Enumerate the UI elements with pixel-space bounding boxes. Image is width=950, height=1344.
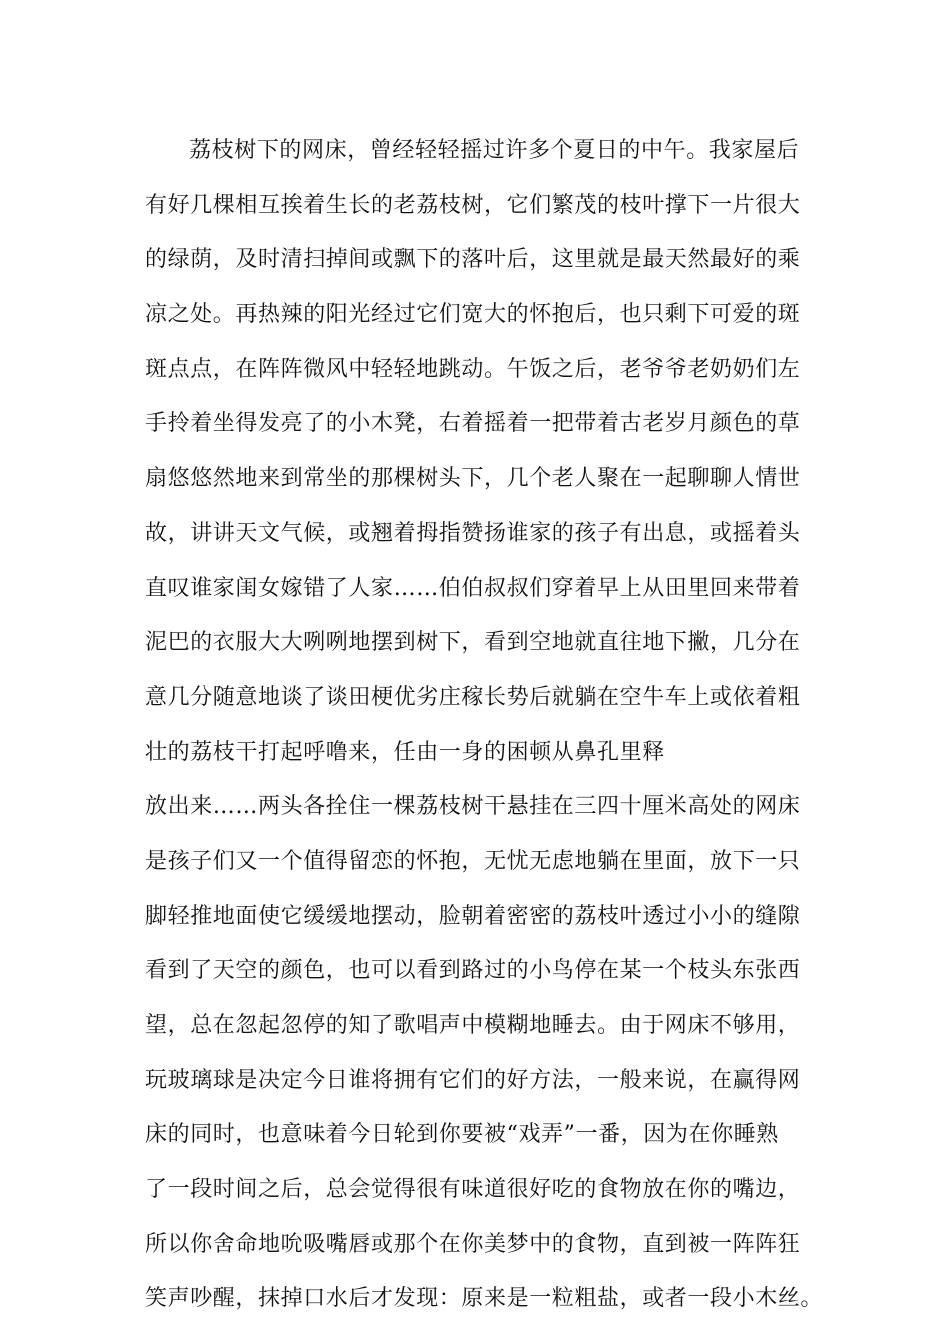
text-line-5: 斑点点，在阵阵微风中轻轻地跳动。午饭之后，老爷爷老奶奶们左 <box>145 356 801 382</box>
text-line-22: 笑声吵醒，抹掉口水后才发现：原来是一粒粗盐，或者一段小木丝。 <box>145 1286 824 1312</box>
text-line-3: 的绿荫，及时清扫掉间或飘下的落叶后，这里就是最天然最好的乘 <box>145 247 801 273</box>
text-line-6: 手拎着坐得发亮了的小木凳，右着摇着一把带着古老岁月颜色的草 <box>145 411 801 437</box>
text-line-14: 是孩子们又一个值得留恋的怀抱，无忧无虑地躺在里面，放下一只 <box>145 848 801 874</box>
text-line-9: 直叹谁家闺女嫁错了人家……伯伯叔叔们穿着早上从田里回来带着 <box>145 575 801 601</box>
text-line-11: 意几分随意地谈了谈田梗优劣庄稼长势后就躺在空牛车上或依着粗 <box>145 684 801 710</box>
text-line-16: 看到了天空的颜色，也可以看到路过的小鸟停在某一个枝头东张西 <box>145 958 801 984</box>
text-line-8: 故，讲讲天文气候，或翘着拇指赞扬谁家的孩子有出息，或摇着头 <box>145 520 801 546</box>
text-line-12: 壮的荔枝干打起呼噜来，任由一身的困顿从鼻孔里释 <box>145 739 665 765</box>
text-line-19: 床的同时，也意味着今日轮到你要被“戏弄”一番，因为在你睡熟 <box>145 1122 779 1148</box>
text-line-13: 放出来……两头各拴住一棵荔枝树干悬挂在三四十厘米高处的网床 <box>145 794 801 820</box>
text-line-17: 望，总在忽起忽停的知了歌唱声中模糊地睡去。由于网床不够用， <box>145 1013 801 1038</box>
text-line-20: 了一段时间之后，总会觉得很有味道很好吃的食物放在你的嘴边， <box>145 1177 801 1203</box>
text-line-15: 脚轻推地面使它缓缓地摆动，脸朝着密密的荔枝叶透过小小的缝隙 <box>145 903 801 929</box>
essay-text <box>145 124 825 1327</box>
text-line-2: 有好几棵相互挨着生长的老荔枝树，它们繁茂的枝叶撑下一片很大 <box>145 192 801 218</box>
text-line-10: 泥巴的衣服大大咧咧地摆到树下，看到空地就直往地下撇，几分在 <box>145 630 801 656</box>
text-line-1: 荔枝树下的网床，曾经轻轻摇过许多个夏日的中午。我家屋后 <box>189 138 800 163</box>
text-line-21: 所以你舍命地吮吸嘴唇或那个在你美梦中的食物，直到被一阵阵狂 <box>145 1231 801 1257</box>
text-line-4: 凉之处。再热辣的阳光经过它们宽大的怀抱后，也只剩下可爱的斑 <box>145 302 801 328</box>
text-line-7: 扇悠悠然地来到常坐的那棵树头下，几个老人聚在一起聊聊人情世 <box>145 466 801 492</box>
text-line-18: 玩玻璃球是决定今日谁将拥有它们的好方法，一般来说，在赢得网 <box>145 1067 801 1093</box>
